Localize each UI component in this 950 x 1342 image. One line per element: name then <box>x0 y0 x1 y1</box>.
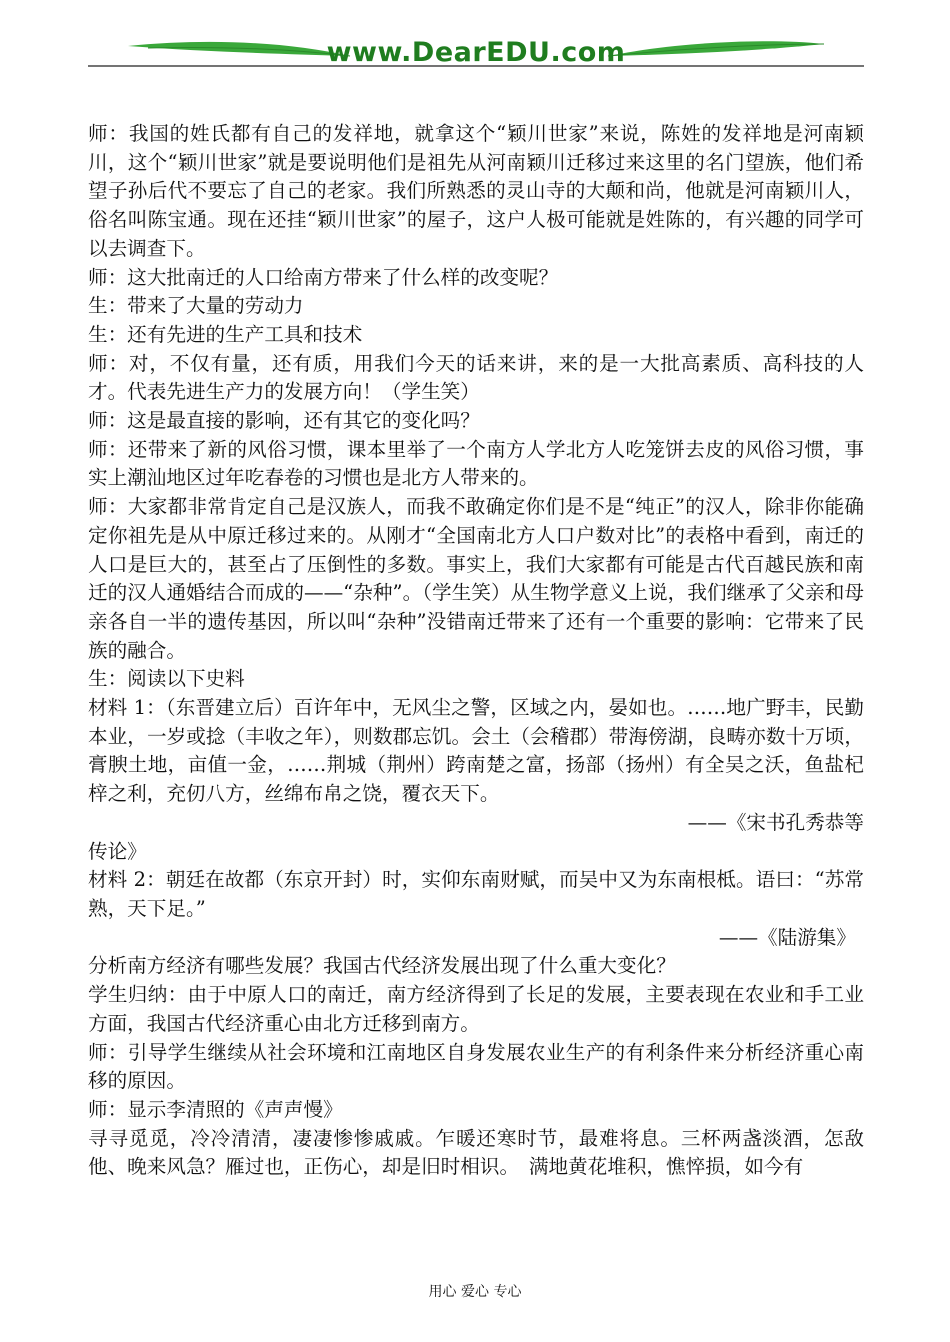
poem-text: 寻寻觅觅，冷冷清清，凄凄惨惨戚戚。乍暖还寒时节，最难将息。三杯两盏淡酒，怎敌他、晚来风急？雁过也，正伤心，却是旧时相识。 满地黄花堆积，憔悴损，如今有 <box>88 1126 864 1179</box>
material-2: 材料 2：朝廷在故都（东京开封）时，实仰东南财赋，而吴中又为东南根柢。语曰：“苏常熟，天下足。” <box>88 868 864 920</box>
document-body <box>88 120 864 1182</box>
page-header <box>88 34 864 74</box>
paragraph: 师：大家都非常肯定自己是汉族人，而我不敢确定你们是不是“纯正”的汉人，除非你能确定你祖先是从中原迁移过来的。从刚才“全国南北方人口户数对比”的表格中看到，南迁的人口是巨大的，甚至占了压倒性的多数。事实上，我们大家都有可能是古代百越民族和南迁的汉人通婚结合而成的——“杂种”。（学生笑）从生物学意义上说，我们继承了父亲和母亲各自一半的遗传基因，所以叫“杂种”没错南迁带来了还有一个重要的影响：它带来了民族的融合。 <box>88 495 864 662</box>
page-footer: 用心 爱心 专心 <box>428 1284 522 1300</box>
paragraph: 师：我国的姓氏都有自己的发祥地，就拿这个“颖川世家”来说，陈姓的发祥地是河南颖川，这个“颖川世家”就是要说明他们是祖先从河南颖川迁移过来这里的名门望族，他们希望子孙后代不要忘了自己的老家。我们所熟悉的灵山寺的大颠和尚，他就是河南颖川人，俗名叫陈宝通。现在还挂“颖川世家”的屋子，这户人极可能就是姓陈的，有兴趣的同学可以去调查下。 <box>88 122 864 260</box>
paragraph: 学生归纳：由于中原人口的南迁，南方经济得到了长足的发展，主要表现在农业和手工业方面，我国古代经济重心由北方迁移到南方。 <box>88 983 864 1035</box>
paragraph: 师：还带来了新的风俗习惯，课本里举了一个南方人学北方人吃笼饼去皮的风俗习惯，事实上潮汕地区过年吃春卷的习惯也是北方人带来的。 <box>88 437 864 490</box>
paragraph: 分析南方经济有哪些发展？我国古代经济发展出现了什么重大变化？ <box>88 954 676 978</box>
site-logo-text[interactable]: www.DearEDU.com <box>326 37 626 68</box>
paragraph: 生：还有先进的生产工具和技术 <box>88 322 363 346</box>
source-citation-1-continued: 传论》 <box>88 839 147 863</box>
paragraph: 生：阅读以下史料 <box>88 667 245 691</box>
paragraph: 师：这是最直接的影响，还有其它的变化吗？ <box>88 409 480 433</box>
material-1: 材料 1：（东晋建立后）百许年中，无风尘之警，区域之内，晏如也。……地广野丰，民勤本业，一岁或捻（丰收之年），则数郡忘饥。会土（会稽郡）带海傍湖，良畴亦数十万顷，膏腴土地，亩值一金，……荆城（荆州）跨南楚之富，扬部（扬州）有全吴之沃，鱼盐杞梓之利，充仞八方，丝绵布帛之饶，覆衣天下。 <box>88 696 864 806</box>
paragraph: 师：对，不仅有量，还有质，用我们今天的话来讲，来的是一大批高素质、高科技的人才。代表先进生产力的发展方向！（学生笑） <box>88 351 864 404</box>
source-citation-1: ——《宋书孔秀恭等 <box>687 810 864 834</box>
source-citation-2: ——《陆游集》 <box>718 925 856 949</box>
paragraph: 师：显示李清照的《声声慢》 <box>88 1097 343 1121</box>
paragraph: 师：这大批南迁的人口给南方带来了什么样的改变呢？ <box>88 265 559 289</box>
paragraph: 师：引导学生继续从社会环境和江南地区自身发展农业生产的有利条件来分析经济重心南移的原因。 <box>88 1040 864 1093</box>
paragraph: 生：带来了大量的劳动力 <box>88 294 304 318</box>
